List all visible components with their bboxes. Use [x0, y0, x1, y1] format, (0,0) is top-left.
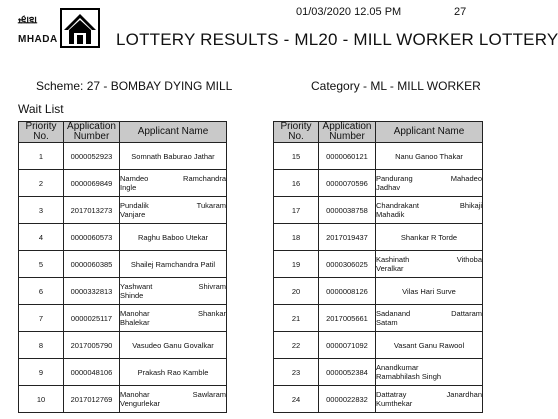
applicant-name-line: Vengurlekar [120, 399, 161, 408]
applicant-name-cell [376, 278, 483, 305]
applicant-name-cell [376, 197, 483, 224]
table-row [274, 251, 483, 278]
applicant-name-cell [376, 251, 483, 278]
applicant-name-cell [120, 143, 227, 170]
wait-list-table-right [273, 121, 483, 413]
table-row [274, 278, 483, 305]
table-row [19, 224, 227, 251]
applicant-name-cell [120, 197, 227, 224]
table-row [19, 305, 227, 332]
priority-cell: 15 [274, 143, 319, 170]
priority-cell: 23 [274, 359, 319, 386]
name-column-header: Applicant Name [120, 122, 227, 143]
applicant-name-line: Namdeo Ramchandra [120, 174, 226, 183]
priority-cell: 8 [19, 332, 64, 359]
table-row [19, 359, 227, 386]
table-row [19, 332, 227, 359]
application-column-header: Application Number [319, 122, 376, 143]
applicant-name-line: Dattatray Janardhan [376, 390, 482, 399]
applicant-name-line: Vilas Hari Surve [402, 286, 456, 296]
applicant-name-cell [376, 143, 483, 170]
applicant-name-line: Vasant Ganu Rawool [393, 340, 465, 350]
application-number-cell: 2017013273 [64, 197, 120, 224]
applicant-name-line: Kumthekar [376, 399, 413, 408]
priority-cell: 17 [274, 197, 319, 224]
applicant-name-line: Shankar R Torde [400, 232, 458, 242]
table-row [19, 170, 227, 197]
logo-hindi-text: म्हाडा [18, 14, 37, 25]
applicant-name-cell [376, 170, 483, 197]
wait-list-table-left [18, 121, 227, 413]
applicant-name-cell [120, 386, 227, 413]
application-number-cell: 0000071092 [319, 332, 376, 359]
applicant-name-line: Manohar Sawlaram [120, 390, 226, 399]
application-number-cell: 0000332813 [64, 278, 120, 305]
table-row [274, 197, 483, 224]
priority-cell: 16 [274, 170, 319, 197]
priority-cell: 6 [19, 278, 64, 305]
category-label: Category - ML - MILL WORKER [311, 79, 481, 93]
application-number-cell: 2017005790 [64, 332, 120, 359]
application-number-cell: 0000306025 [319, 251, 376, 278]
house-emblem-icon [60, 8, 100, 48]
applicant-name-line: Anandkumar [376, 363, 419, 372]
table-row [274, 224, 483, 251]
wait-list-heading: Wait List [18, 102, 64, 116]
applicant-name-line: Nanu Ganoo Thakar [395, 151, 463, 161]
print-datetime: 01/03/2020 12.05 PM [296, 6, 402, 18]
priority-column-header: Priority No. [19, 122, 64, 143]
application-number-cell: 0000048106 [64, 359, 120, 386]
application-number-cell: 0000052923 [64, 143, 120, 170]
mhada-logo [18, 8, 110, 48]
applicant-name-line: Veralkar [376, 264, 404, 273]
table-row [274, 170, 483, 197]
table-header-row [19, 122, 227, 143]
table-row [274, 332, 483, 359]
applicant-name-line: Raghu Baboo Utekar [137, 232, 209, 242]
page-number: 27 [454, 6, 467, 18]
table-row [274, 143, 483, 170]
table-row [274, 386, 483, 413]
application-number-cell: 0000025117 [64, 305, 120, 332]
applicant-name-cell [376, 359, 483, 386]
priority-cell: 7 [19, 305, 64, 332]
applicant-name-line: Vanjare [120, 210, 146, 219]
applicant-name-line: Jadhav [376, 183, 401, 192]
application-number-cell: 0000060121 [319, 143, 376, 170]
table-row [274, 359, 483, 386]
application-number-cell: 2017012769 [64, 386, 120, 413]
page-title: LOTTERY RESULTS - ML20 - MILL WORKER LOTTERY [116, 30, 558, 49]
application-number-cell: 2017019437 [319, 224, 376, 251]
application-column-header: Application Number [64, 122, 120, 143]
table-row [274, 305, 483, 332]
priority-cell: 22 [274, 332, 319, 359]
application-number-cell: 0000052384 [319, 359, 376, 386]
priority-cell: 4 [19, 224, 64, 251]
applicant-name-cell [120, 305, 227, 332]
applicant-name-cell [120, 278, 227, 305]
applicant-name-cell [120, 332, 227, 359]
applicant-name-line: Ramabhilash Singh [376, 372, 442, 381]
applicant-name-cell [120, 251, 227, 278]
applicant-name-cell [376, 386, 483, 413]
priority-column-header: Priority No. [274, 122, 319, 143]
applicant-name-cell [376, 224, 483, 251]
application-number-cell: 0000069849 [64, 170, 120, 197]
application-number-cell: 0000060385 [64, 251, 120, 278]
table-row [19, 386, 227, 413]
applicant-name-line: Shailej Ramchandra Patil [130, 259, 216, 269]
applicant-name-cell [120, 359, 227, 386]
applicant-name-line: Manohar Shankar [120, 309, 226, 318]
application-number-cell: 0000022832 [319, 386, 376, 413]
application-number-cell: 0000060573 [64, 224, 120, 251]
priority-cell: 3 [19, 197, 64, 224]
applicant-name-line: Mahadik [376, 210, 405, 219]
applicant-name-line: Ingle [120, 183, 137, 192]
table-row [19, 251, 227, 278]
applicant-name-line: Yashwant Shivram [120, 282, 226, 291]
applicant-name-cell [120, 224, 227, 251]
application-number-cell: 2017005661 [319, 305, 376, 332]
applicant-name-line: Pundalik Tukaram [120, 201, 226, 210]
table-row [19, 143, 227, 170]
applicant-name-line: Kashinath Vithoba [376, 255, 482, 264]
applicant-name-line: Bhalekar [120, 318, 150, 327]
applicant-name-cell [376, 305, 483, 332]
applicant-name-line: Shinde [120, 291, 144, 300]
application-number-cell: 0000070596 [319, 170, 376, 197]
application-number-cell: 0000038758 [319, 197, 376, 224]
priority-cell: 18 [274, 224, 319, 251]
priority-cell: 2 [19, 170, 64, 197]
applicant-name-line: Satam [376, 318, 398, 327]
priority-cell: 9 [19, 359, 64, 386]
priority-cell: 21 [274, 305, 319, 332]
priority-cell: 24 [274, 386, 319, 413]
applicant-name-cell [120, 170, 227, 197]
table-header-row [274, 122, 483, 143]
applicant-name-line: Somnath Baburao Jathar [131, 151, 215, 161]
scheme-label: Scheme: 27 - BOMBAY DYING MILL [36, 79, 233, 93]
applicant-name-line: Pandurang Mahadeo [376, 174, 482, 183]
table-row [19, 197, 227, 224]
applicant-name-line: Vasudeo Ganu Govalkar [132, 340, 214, 350]
priority-cell: 1 [19, 143, 64, 170]
applicant-name-line: Prakash Rao Kamble [137, 367, 209, 377]
priority-cell: 20 [274, 278, 319, 305]
name-column-header: Applicant Name [376, 122, 483, 143]
logo-text: MHADA [18, 34, 58, 45]
priority-cell: 19 [274, 251, 319, 278]
applicant-name-line: Chandrakant Bhikaji [376, 201, 482, 210]
applicant-name-cell [376, 332, 483, 359]
applicant-name-line: Sadanand Dattaram [376, 309, 482, 318]
priority-cell: 10 [19, 386, 64, 413]
priority-cell: 5 [19, 251, 64, 278]
table-row [19, 278, 227, 305]
application-number-cell: 0000008126 [319, 278, 376, 305]
